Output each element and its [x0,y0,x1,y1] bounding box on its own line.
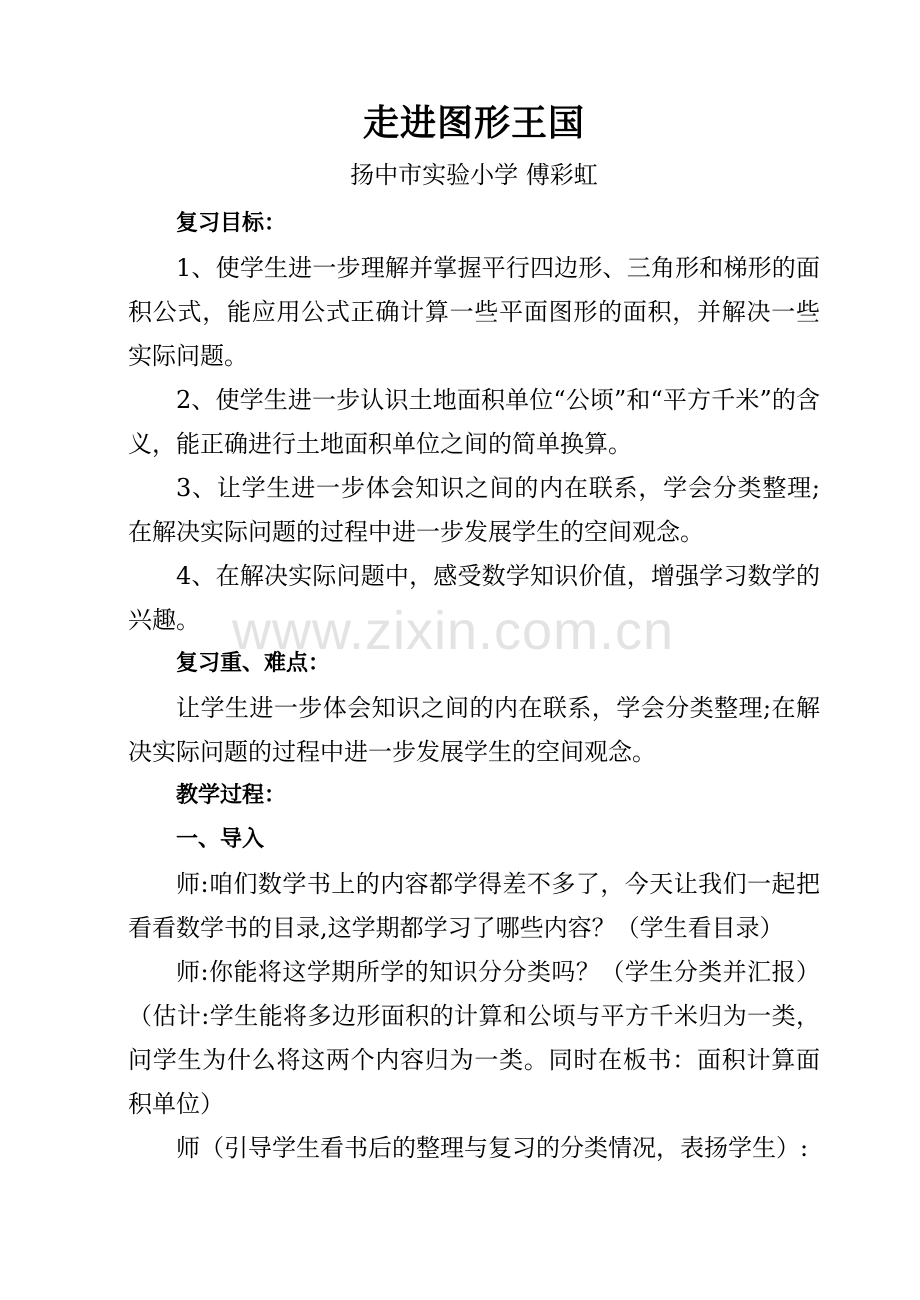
section-heading-intro: 一、导入 [176,827,265,852]
goal-item: 2、使学生进一步认识土地面积单位“公顷”和“平方千米”的含义，能正确进行土地面积单位之间的简单换算。 [128,386,820,458]
document-title: 走进图形王国 [362,103,585,144]
process-heading: 教学过程： [176,783,287,808]
document-page [128,94,820,1170]
process-paragraph: 师:你能将这学期所学的知识分分类吗？（学生分类并汇报）（估计:学生能将多边形面积的计算和公顷与平方千米归为一类，问学生为什么将这两个内容归为一类。同时在板书：面积计算面积单位） [128,958,820,1118]
key-points-text: 让学生进一步体会知识之间的内在联系，学会分类整理;在解决实际问题的过程中进一步发展学生的空间观念。 [128,694,820,766]
key-points-heading: 复习重、难点： [176,651,331,676]
author-line: 扬中市实验小学 傅彩虹 [350,161,598,189]
goal-item: 1、使学生进一步理解并掌握平行四边形、三角形和梯形的面积公式，能应用公式正确计算一些平面图形的面积，并解决一些实际问题。 [128,254,820,370]
goal-item: 4、在解决实际问题中，感受数学知识价值，增强学习数学的兴趣。 [128,562,820,634]
process-paragraph: 师（引导学生看书后的整理与复习的分类情况，表扬学生）: [176,1134,809,1162]
goals-heading: 复习目标： [176,211,287,236]
process-paragraph: 师:咱们数学书上的内容都学得差不多了，今天让我们一起把看看数学书的目录,这学期都学习了哪些内容？（学生看目录） [128,870,820,942]
watermark: www.zixin.com.cn [232,601,675,661]
goal-item: 3、让学生进一步体会知识之间的内在联系，学会分类整理;在解决实际问题的过程中进一步发展学生的空间观念。 [128,474,820,546]
